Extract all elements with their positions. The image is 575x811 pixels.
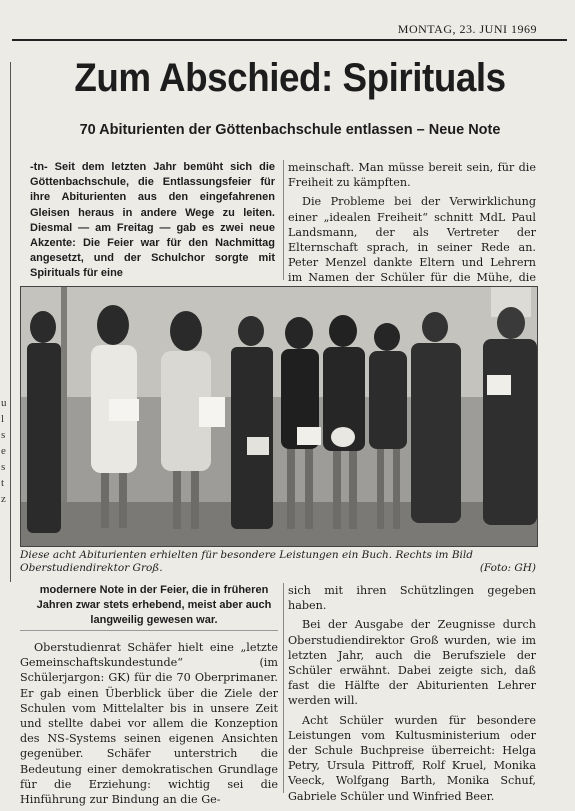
upper-right-column: [288, 160, 536, 305]
photo-caption: [20, 549, 536, 575]
photo-credit: (Foto: GH): [479, 562, 536, 574]
paragraph: Acht Schüler wurden für besondere Leistungen vom Kultusministerium oder der Schule Buchpreise überreicht: Helga Petry, Ursula Pittroff, Rolf Kruel, Monika Veeck, Wolfgang Barth, Monika Schuf, Gabriele Schüler und Winfried Beer.: [288, 713, 536, 803]
paragraph: Die Probleme bei der Verwirklichung einer „idealen Freiheit“ schnitt MdL Paul Landsmann, der als Vertreter der Elternschaft sprach, in seiner Rede an. Peter Menzel dankte Eltern und Lehrern im Namen der Schüler für die Mühe, die: [288, 195, 536, 285]
caption-text: Diese acht Abiturienten erhielten für besondere Leistungen ein Buch. Rechts im Bild Oberstudiendirektor Groß.: [20, 549, 473, 574]
paragraph: meinschaft. Man müsse bereit sein, für die Freiheit zu kämpften.: [288, 161, 536, 190]
top-rule: [12, 39, 567, 41]
intro-paragraph: -tn- Seit dem letzten Jahr bemüht sich die Göttenbachschule, die Entlassungsfeier für ihre Abiturienten aus den eingefahrenen Gleisen heraus in andere Wege zu leiten. Diesmal — am Freitag — gab es zwei neue Akzente: Die Feier war für den Nachmittag angesetzt, und der Schulchor sorgte mit Spirituals für eine: [30, 161, 275, 280]
lower-left-column-body: [20, 640, 278, 811]
left-margin-fragments: u l s e s t z: [1, 397, 7, 505]
paragraph: sich mit ihren Schützlingen gegeben haben.: [288, 584, 536, 613]
upper-left-column: [30, 160, 275, 286]
separator: [20, 630, 278, 631]
lower-right-column: [288, 583, 536, 808]
dateline: MONTAG, 23. JUNI 1969: [397, 22, 537, 36]
group-photo: [20, 286, 538, 547]
photo-illustration: [21, 287, 537, 546]
paragraph: Oberstudienrat Schäfer hielt eine „letzte Gemeinschaftskundestunde“ (im Schülerjargon: GK) für die 70 Oberprimaner. Er gab einen Überblick über die Ziele der Schulen vom Mittelalter bis in unsere Zeit und stellte dabei vor allem die Konzeption des NS-Systems seinen eigenen Ansichten gegenüber. Schäfer unterstrich die Bedeutung einer demokratischen Grundlage für die Erziehung: wichtig sei die Hinführung zur Bindung an die Ge-: [20, 641, 278, 807]
bold-paragraph: modernere Note in der Feier, die in früheren Jahren zwar stets erhebend, meist aber auch langweilig gewesen war.: [36, 584, 272, 627]
subheadline: 70 Abiturienten der Göttenbachschule entlassen – Neue Note: [79, 122, 501, 138]
lower-left-column: [30, 583, 278, 633]
headline: Zum Abschied: Spirituals: [74, 56, 506, 100]
paragraph: Bei der Ausgabe der Zeugnisse durch Oberstudiendirektor Groß wurden, wie im letzten Jahr, auch die Berufsziele der Schüler erwähnt. Dabei zeigte sich, daß fast die Hälfte der Abiturienten Lehrer werden will.: [288, 618, 536, 708]
column-divider: [283, 160, 284, 280]
column-divider: [283, 583, 284, 793]
